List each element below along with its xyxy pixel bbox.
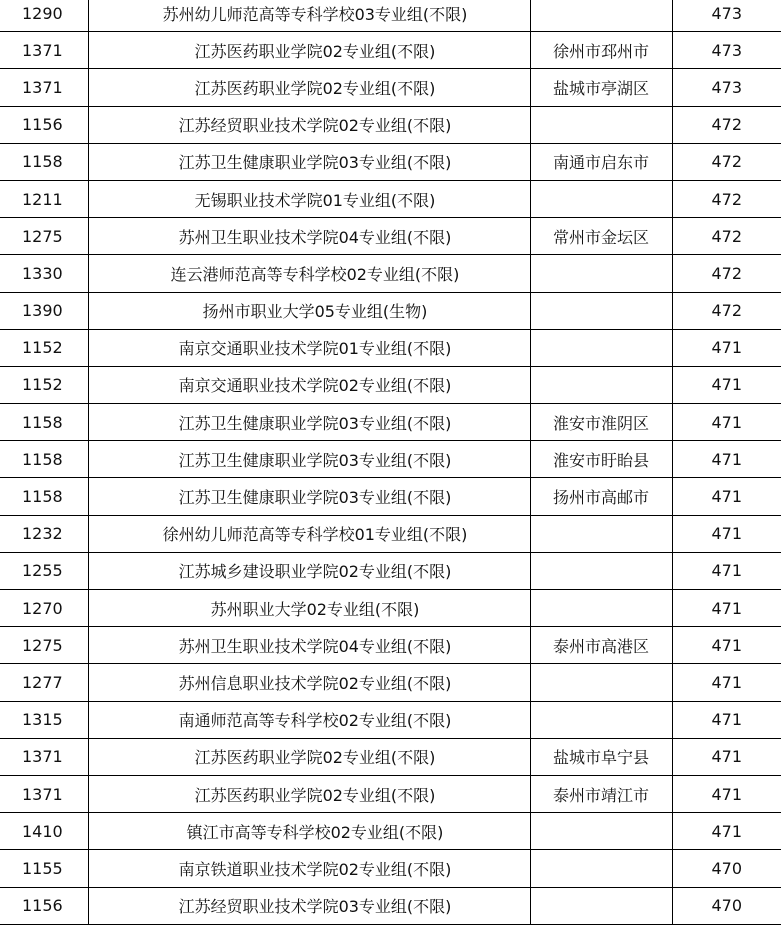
table-row bbox=[0, 775, 781, 812]
table-row bbox=[0, 180, 781, 217]
score-cell: 470 bbox=[672, 850, 781, 887]
table-row bbox=[0, 590, 781, 627]
score-cell: 471 bbox=[672, 552, 781, 589]
institution-code-cell: 1371 bbox=[0, 69, 88, 106]
institution-code-cell: 1371 bbox=[0, 738, 88, 775]
major-group-cell: 苏州卫生职业技术学院04专业组(不限) bbox=[88, 627, 530, 664]
institution-code-cell: 1371 bbox=[0, 775, 88, 812]
major-group-cell: 江苏医药职业学院02专业组(不限) bbox=[88, 32, 530, 69]
major-group-cell: 苏州职业大学02专业组(不限) bbox=[88, 590, 530, 627]
major-group-cell: 江苏卫生健康职业学院03专业组(不限) bbox=[88, 143, 530, 180]
region-cell bbox=[530, 329, 672, 366]
table-row bbox=[0, 887, 781, 924]
region-cell bbox=[530, 813, 672, 850]
region-cell: 南通市启东市 bbox=[530, 143, 672, 180]
region-cell: 盐城市阜宁县 bbox=[530, 738, 672, 775]
region-cell bbox=[530, 701, 672, 738]
score-cell: 472 bbox=[672, 218, 781, 255]
table-row bbox=[0, 515, 781, 552]
institution-code-cell: 1275 bbox=[0, 627, 88, 664]
institution-code-cell: 1232 bbox=[0, 515, 88, 552]
region-cell: 泰州市靖江市 bbox=[530, 775, 672, 812]
score-cell: 471 bbox=[672, 813, 781, 850]
score-cell: 472 bbox=[672, 106, 781, 143]
institution-code-cell: 1155 bbox=[0, 850, 88, 887]
table-row bbox=[0, 32, 781, 69]
table-row bbox=[0, 366, 781, 403]
major-group-cell: 江苏经贸职业技术学院03专业组(不限) bbox=[88, 887, 530, 924]
institution-code-cell: 1158 bbox=[0, 478, 88, 515]
region-cell bbox=[530, 180, 672, 217]
score-cell: 473 bbox=[672, 32, 781, 69]
region-cell: 常州市金坛区 bbox=[530, 218, 672, 255]
table-row bbox=[0, 701, 781, 738]
table-row bbox=[0, 664, 781, 701]
table-row bbox=[0, 552, 781, 589]
major-group-cell: 江苏医药职业学院02专业组(不限) bbox=[88, 775, 530, 812]
major-group-cell: 江苏卫生健康职业学院03专业组(不限) bbox=[88, 478, 530, 515]
table-row bbox=[0, 143, 781, 180]
region-cell bbox=[530, 106, 672, 143]
institution-code-cell: 1290 bbox=[0, 0, 88, 32]
major-group-cell: 江苏医药职业学院02专业组(不限) bbox=[88, 738, 530, 775]
score-cell: 471 bbox=[672, 590, 781, 627]
institution-code-cell: 1277 bbox=[0, 664, 88, 701]
region-cell bbox=[530, 292, 672, 329]
region-cell bbox=[530, 515, 672, 552]
score-cell: 472 bbox=[672, 143, 781, 180]
major-group-cell: 镇江市高等专科学校02专业组(不限) bbox=[88, 813, 530, 850]
major-group-cell: 苏州幼儿师范高等专科学校03专业组(不限) bbox=[88, 0, 530, 32]
table-row bbox=[0, 441, 781, 478]
score-cell: 471 bbox=[672, 627, 781, 664]
table-row bbox=[0, 738, 781, 775]
institution-code-cell: 1158 bbox=[0, 441, 88, 478]
region-cell: 徐州市邳州市 bbox=[530, 32, 672, 69]
region-cell bbox=[530, 590, 672, 627]
major-group-cell: 无锡职业技术学院01专业组(不限) bbox=[88, 180, 530, 217]
region-cell bbox=[530, 887, 672, 924]
institution-code-cell: 1270 bbox=[0, 590, 88, 627]
major-group-cell: 徐州幼儿师范高等专科学校01专业组(不限) bbox=[88, 515, 530, 552]
major-group-cell: 苏州卫生职业技术学院04专业组(不限) bbox=[88, 218, 530, 255]
score-cell: 472 bbox=[672, 180, 781, 217]
score-cell: 471 bbox=[672, 775, 781, 812]
major-group-cell: 南京交通职业技术学院01专业组(不限) bbox=[88, 329, 530, 366]
major-group-cell: 江苏卫生健康职业学院03专业组(不限) bbox=[88, 404, 530, 441]
score-cell: 473 bbox=[672, 69, 781, 106]
institution-code-cell: 1158 bbox=[0, 404, 88, 441]
table-row bbox=[0, 106, 781, 143]
score-cell: 472 bbox=[672, 292, 781, 329]
table-row bbox=[0, 69, 781, 106]
major-group-cell: 南京交通职业技术学院02专业组(不限) bbox=[88, 366, 530, 403]
major-group-cell: 江苏卫生健康职业学院03专业组(不限) bbox=[88, 441, 530, 478]
major-group-cell: 连云港师范高等专科学校02专业组(不限) bbox=[88, 255, 530, 292]
institution-code-cell: 1152 bbox=[0, 329, 88, 366]
region-cell: 泰州市高港区 bbox=[530, 627, 672, 664]
score-cell: 471 bbox=[672, 701, 781, 738]
major-group-cell: 南京铁道职业技术学院02专业组(不限) bbox=[88, 850, 530, 887]
institution-code-cell: 1158 bbox=[0, 143, 88, 180]
score-cell: 471 bbox=[672, 441, 781, 478]
region-cell bbox=[530, 664, 672, 701]
institution-code-cell: 1275 bbox=[0, 218, 88, 255]
table-row bbox=[0, 255, 781, 292]
institution-code-cell: 1211 bbox=[0, 180, 88, 217]
region-cell bbox=[530, 850, 672, 887]
institution-code-cell: 1156 bbox=[0, 106, 88, 143]
score-cell: 471 bbox=[672, 329, 781, 366]
table-row bbox=[0, 218, 781, 255]
major-group-cell: 苏州信息职业技术学院02专业组(不限) bbox=[88, 664, 530, 701]
institution-code-cell: 1156 bbox=[0, 887, 88, 924]
table-row bbox=[0, 627, 781, 664]
score-cell: 471 bbox=[672, 478, 781, 515]
region-cell bbox=[530, 366, 672, 403]
institution-code-cell: 1152 bbox=[0, 366, 88, 403]
major-group-cell: 扬州市职业大学05专业组(生物) bbox=[88, 292, 530, 329]
major-group-cell: 南通师范高等专科学校02专业组(不限) bbox=[88, 701, 530, 738]
table-row bbox=[0, 478, 781, 515]
major-group-cell: 江苏城乡建设职业学院02专业组(不限) bbox=[88, 552, 530, 589]
institution-code-cell: 1390 bbox=[0, 292, 88, 329]
score-cell: 470 bbox=[672, 887, 781, 924]
institution-code-cell: 1315 bbox=[0, 701, 88, 738]
table-row bbox=[0, 0, 781, 32]
institution-code-cell: 1330 bbox=[0, 255, 88, 292]
table-row bbox=[0, 813, 781, 850]
region-cell bbox=[530, 255, 672, 292]
score-cell: 471 bbox=[672, 366, 781, 403]
score-cell: 473 bbox=[672, 0, 781, 32]
table-row bbox=[0, 850, 781, 887]
region-cell: 扬州市高邮市 bbox=[530, 478, 672, 515]
major-group-cell: 江苏医药职业学院02专业组(不限) bbox=[88, 69, 530, 106]
score-cell: 472 bbox=[672, 255, 781, 292]
major-group-cell: 江苏经贸职业技术学院02专业组(不限) bbox=[88, 106, 530, 143]
score-cell: 471 bbox=[672, 738, 781, 775]
institution-code-cell: 1410 bbox=[0, 813, 88, 850]
table-row bbox=[0, 404, 781, 441]
region-cell bbox=[530, 0, 672, 32]
region-cell: 淮安市淮阴区 bbox=[530, 404, 672, 441]
table-row bbox=[0, 292, 781, 329]
table-row bbox=[0, 329, 781, 366]
institution-code-cell: 1255 bbox=[0, 552, 88, 589]
institution-code-cell: 1371 bbox=[0, 32, 88, 69]
region-cell bbox=[530, 552, 672, 589]
score-cell: 471 bbox=[672, 404, 781, 441]
score-cell: 471 bbox=[672, 515, 781, 552]
score-cell: 471 bbox=[672, 664, 781, 701]
region-cell: 盐城市亭湖区 bbox=[530, 69, 672, 106]
region-cell: 淮安市盱眙县 bbox=[530, 441, 672, 478]
